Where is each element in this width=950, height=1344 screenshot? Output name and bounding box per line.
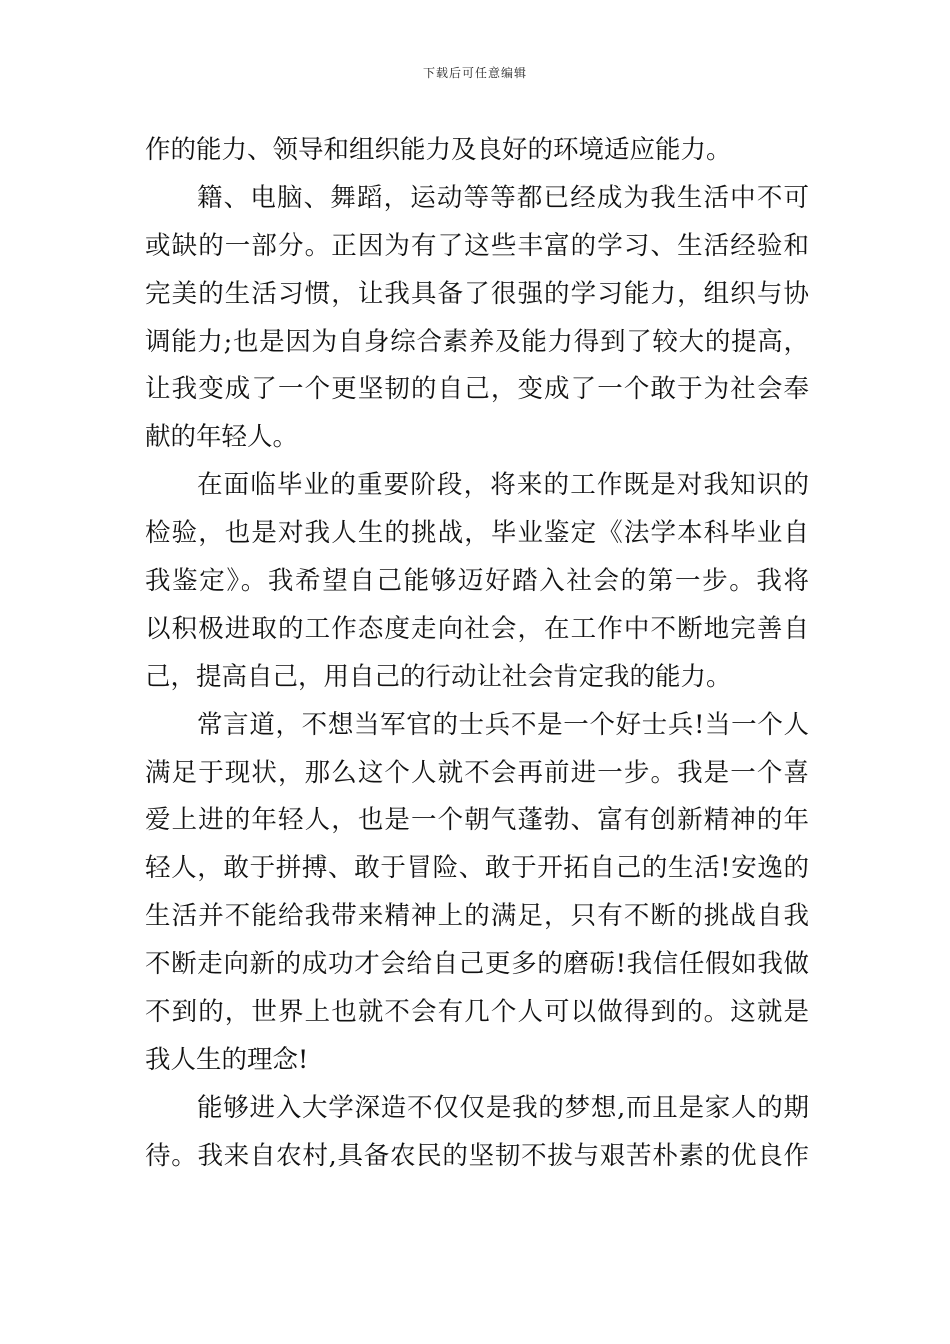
- text-line: 我鉴定》。我希望自己能够迈好踏入社会的第一步。我将: [145, 566, 809, 597]
- text-line: 完美的生活习惯，让我具备了很强的学习能力，组织与协: [145, 278, 809, 309]
- text-line: 让我变成了一个更坚韧的自己，变成了一个敢于为社会奉: [145, 374, 809, 405]
- text-line: 作的能力、领导和组织能力及良好的环境适应能力。: [145, 135, 732, 165]
- text-line: 籍、电脑、舞蹈，运动等等都已经成为我生活中不可: [197, 182, 809, 213]
- text-line: 或缺的一部分。正因为有了这些丰富的学习、生活经验和: [145, 230, 809, 261]
- text-line: 我人生的理念!: [145, 1044, 309, 1075]
- body-text: [145, 127, 809, 1181]
- text-line: 在面临毕业的重要阶段，将来的工作既是对我知识的: [197, 470, 809, 501]
- text-line: 以积极进取的工作态度走向社会，在工作中不断地完善自: [145, 613, 809, 644]
- text-line: 己，提高自己，用自己的行动让社会肯定我的能力。: [145, 661, 732, 692]
- text-line: 待。我来自农村,具备农民的坚韧不拔与艰苦朴素的优良作: [145, 1140, 809, 1171]
- text-line: 能够进入大学深造不仅仅是我的梦想,而且是家人的期: [197, 1092, 809, 1123]
- text-line: 常言道，不想当军官的士兵不是一个好士兵!当一个人: [197, 709, 809, 740]
- text-line: 调能力;也是因为自身综合素养及能力得到了较大的提高，: [145, 326, 809, 357]
- text-line: 爱上进的年轻人，也是一个朝气蓬勃、富有创新精神的年: [145, 805, 809, 836]
- text-line: 生活并不能给我带来精神上的满足，只有不断的挑战自我: [145, 901, 809, 932]
- text-line: 检验，也是对我人生的挑战，毕业鉴定《法学本科毕业自: [145, 518, 809, 549]
- text-line: 不到的，世界上也就不会有几个人可以做得到的。这就是: [145, 997, 809, 1028]
- page-header: 下载后可任意编辑: [422, 66, 527, 80]
- text-line: 不断走向新的成功才会给自己更多的磨砺!我信任假如我做: [145, 949, 809, 980]
- text-line: 满足于现状，那么这个人就不会再前进一步。我是一个喜: [145, 757, 809, 788]
- text-line: 献的年轻人。: [145, 422, 299, 453]
- text-line: 轻人，敢于拼搏、敢于冒险、敢于开拓自己的生活!安逸的: [145, 853, 809, 884]
